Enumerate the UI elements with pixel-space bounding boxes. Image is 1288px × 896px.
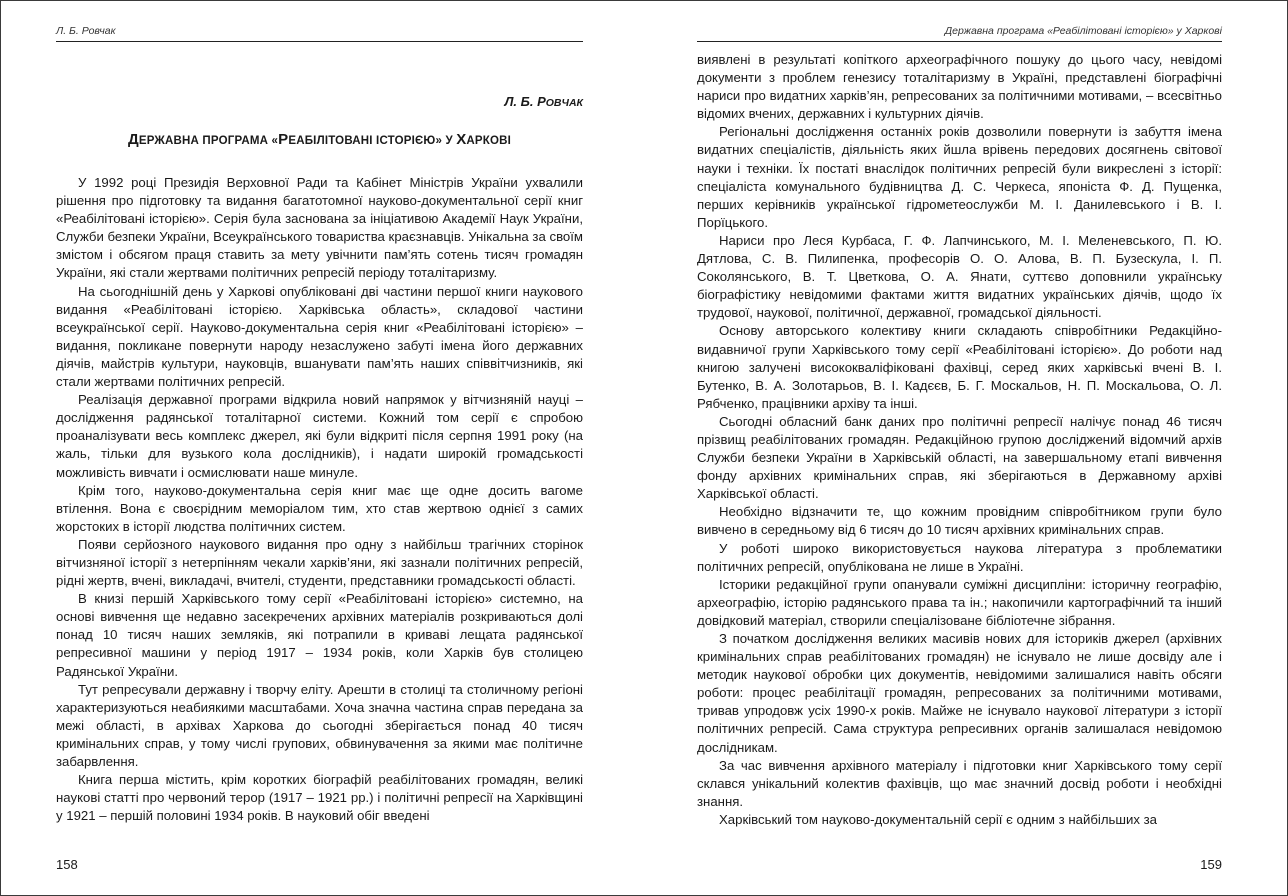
title-part: Х bbox=[456, 131, 467, 148]
paragraph: З початком дослідження великих масивів нових для істориків джерел (архівних кримінальних справ реабілітованих громадян) не існувало не лише досвіду але і методик наукової обробки цих документів, невідомими залишалися навіть обсяги роботи: процес реабілітації громадян, репресованих за політичними мотивами, тривав упродовж усіх 1990-х років. Майже не існувало наукової літератури з історії політичних репресій. Сама структура репресивних органів залишалася невідомою дослідникам. bbox=[697, 631, 1222, 755]
paragraph: Сьогодні обласний банк даних про політичні репресії налічує понад 46 тисяч прізвищ реабілітованих громадян. Редакційною групою досліджений відомчий архів Служби безпеки України в Харківській області, на завершальному етапі вивчення фонду архівних кримінальних справ, які зберігаються в Державному архіві Харківської області. bbox=[697, 413, 1222, 502]
title-part: ЕАБІЛІТОВАНІ ІСТОРІЄЮ» У bbox=[288, 135, 457, 147]
paragraph: У роботі широко використовується наукова література з проблематики політичних репресій, опублікована не лише в Україні. bbox=[697, 540, 1222, 574]
paragraph: Історики редакційної групи опанували суміжні дисципліни: історичну географію, археографію, історію радянського права та ін.; накопичили картографічний та інший довідковий матеріал, створили спеціалізоване бібліотечне зібрання. bbox=[697, 576, 1222, 628]
continued-paragraph: виявлені в результаті копіткого археографічного пошуку до цього часу, невідомі документи з проблем генезису тоталітаризму в Україні, представлені біографічні нариси про видатних харків’ян, репресованих за політичними мотивами, – всесвітньо відомих вчених, державних і культурних діячів. bbox=[697, 52, 1222, 122]
right-page bbox=[697, 1, 1222, 895]
running-head-left: Л. Б. Ровчак bbox=[56, 25, 583, 42]
paragraph: Харківський том науково-документальній серії є одним з найбільших за bbox=[719, 811, 1157, 827]
running-head-right: Державна програма «Реабілітовані історією» у Харкові bbox=[697, 25, 1222, 42]
paragraph: Тут репресували державну і творчу еліту. Арешти в столиці та столичному регіоні характеризуються неабиякими масштабами. Хоча значна частина справ передана за межі області, в архівах Харкова до сьогодні зберігається понад 40 тисяч кримінальних справ, у тому числі групових, обвинувачення за якими має політичне забарвлення. bbox=[56, 681, 583, 769]
author-surname-rest: ОВЧАК bbox=[545, 97, 583, 109]
paragraph: Необхідно відзначити те, що кожним провідним співробітником групи було вивчено в середньому від 6 тисяч до 10 тисяч архівних кримінальних справ. bbox=[697, 504, 1222, 538]
title-part: ЕРЖАВНА ПРОГРАМА « bbox=[138, 135, 279, 147]
paragraph: У 1992 році Президія Верховної Ради та Кабінет Міністрів України ухвалили рішення про підготовку та видання багатотомної науково-документальної серії книг «Реабілітовані історією». Серія була заснована за ініціативою Академії Наук України, Служби безпеки України, Всеукраїнського товариства краєзнавців. Унікальна за своїм змістом і обсягом праця ставить за мету увічнити пам’ять сотень тисяч громадян України, які стали жертвами політичних репресій періоду тоталітаризму. bbox=[56, 175, 583, 281]
paragraph: Основу авторського колективу книги складають співробітники Редакційно-видавничої групи Харківського тому серії «Реабілітовані історією». До роботи над книгою залучені висококваліфіковані фахівці, серед яких харківські вчені В. І. Бутенко, В. А. Золотарьов, В. І. Кадєєв, Б. Г. Москальов, Н. П. Москальова, О. Л. Рябченко, працівники архіву та інші. bbox=[697, 323, 1222, 411]
title-part: АРКОВІ bbox=[466, 135, 512, 147]
paragraph: Нариси про Леся Курбаса, Г. Ф. Лапчинського, М. І. Меленевського, П. Ю. Дятлова, С. В. Пилипенка, професорів О. О. Алова, В. П. Бузескула, І. П. Соколянського, В. Т. Цветкова, О. А. Янати, суттєво доповнили українську біографістику невідомими фактами життя видатних українських діячів, щодо їх трудової, наукової, політичної, державної, громадської діяльності. bbox=[697, 232, 1222, 321]
paragraph: Регіональні дослідження останніх років дозволили повернути із забуття імена видатних спеціалістів, діяльність яких йшла врівень передових досягнень світової науки і техніки. Їх постаті внаслідок політичних репресій були викреслені з історії: спеціаліста комунального будівництва Д. С. Черкеса, японіста Ф. Д. Пущенка, перших керівників української гідрометеослужби М. І. Данилевського і В. І. Порїцького. bbox=[697, 124, 1222, 230]
paragraph: За час вивчення архівного матеріалу і підготовки книг Харківського тому серії склався унікальний колектив фахівців, що має значний досвід роботи і необхідні знання. bbox=[697, 757, 1222, 809]
article-title bbox=[56, 131, 583, 148]
left-body-text bbox=[56, 174, 583, 825]
page-number-right: 159 bbox=[1200, 857, 1222, 872]
paragraph: В книзі першій Харківського тому серії «Реабілітовані історією» системно, на основі вивчення ще недавно засекречених архівних матеріалів розкриваються долі понад 10 тисяч наших земляків, які потрапили в криваві лещата радянської репресивної машини у період 1917 – 1934 років, коли Харків був столицею Радянської України. bbox=[56, 591, 583, 679]
paragraph: На сьогоднішній день у Харкові опубліковані дві частини першої книги наукового видання «Реабілітовані історією. Харківська область», складової частини всеукраїнської серії. Науково-документальна серія книг «Реабілітовані історією» – видання, покликане повернути народу незаслужено забуті імена його державних діячів, майстрів культури, науковців, вшанувати пам’ять наших співвітчизників, які стали жертвами політичних репресій. bbox=[56, 283, 583, 390]
article-author bbox=[505, 94, 584, 109]
paragraph: Появи серйозного наукового видання про одну з найбільш трагічних сторінок вітчизняної історії з нетерпінням чекали харків’яни, які зазнали політичних репресій, рідні жертв, вчені, викладачі, вчителі, студенти, представники громадськості області. bbox=[56, 536, 583, 589]
page-number-left: 158 bbox=[56, 857, 78, 872]
title-part: Д bbox=[127, 131, 139, 148]
paragraph: Крім того, науково-документальна серія книг має ще одне досить вагоме втілення. Вона є своєрідним меморіалом тим, хто став жертвою однієї з самих жорстоких в історії людства політичних систем. bbox=[56, 482, 583, 534]
right-body-text bbox=[697, 51, 1222, 829]
paragraph: Реалізація державної програми відкрила новий напрямок у вітчизняній науці – дослідження радянської тоталітарної системи. Кожний том серії є спробою проаналізувати весь комплекс джерел, які були відкриті після серпня 1991 року (на жаль, тільки для вузького кола дослідників), і надати широкій громадськості можливість вивчати і осмислювати наше минуле. bbox=[56, 392, 583, 480]
left-page bbox=[56, 1, 583, 895]
title-part: Р bbox=[278, 131, 289, 148]
author-initials: Л. Б. Р bbox=[504, 94, 546, 109]
paragraph: Книга перша містить, крім коротких біографій реабілітованих громадян, великі наукові статті про червоний терор (1917 – 1921 рр.) і політичні репресії на Харківщині у 1921 – першій половині 1934 років. В науковий обіг введені bbox=[56, 772, 583, 824]
